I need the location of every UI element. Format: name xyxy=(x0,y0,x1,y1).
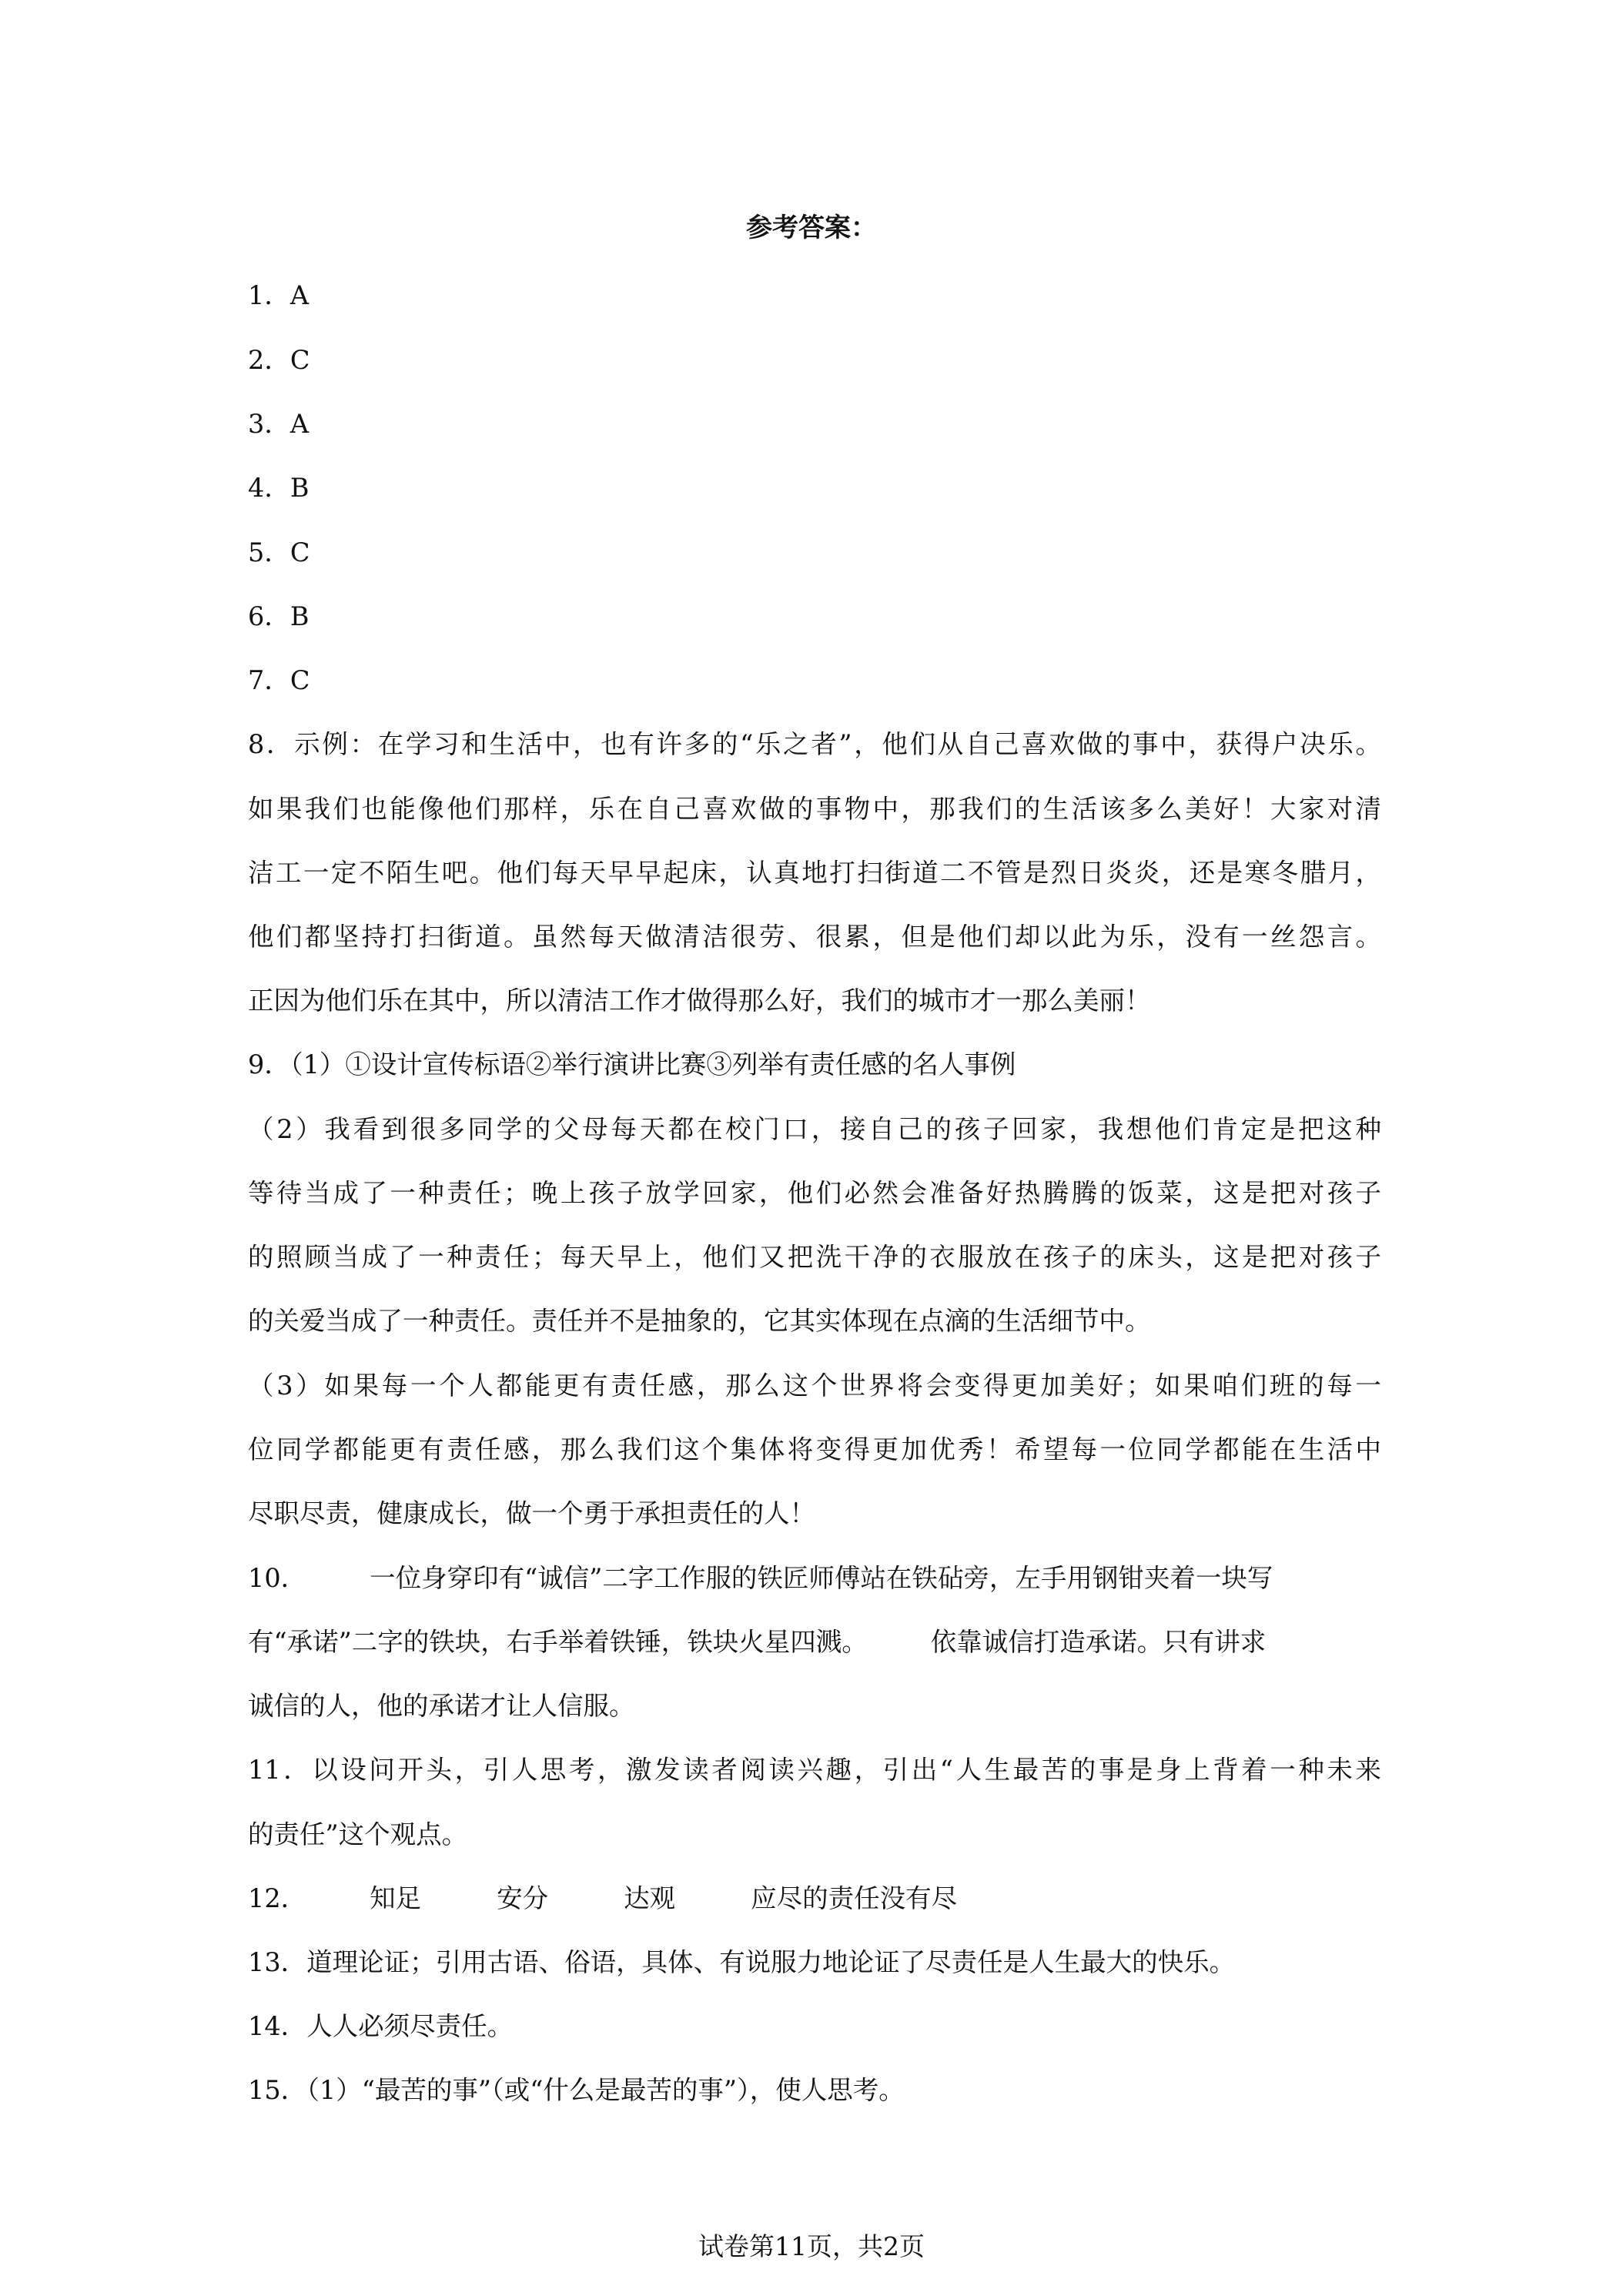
answer-12-number: 12． xyxy=(248,1883,307,1913)
answer-9-part-2-line-4: 的关爱当成了一种责任。责任并不是抽象的，它其实体现在点滴的生活细节中。 xyxy=(248,1306,1151,1336)
answer-10-number: 10． xyxy=(248,1563,307,1593)
answer-12-item: 应尽的责任没有尽 xyxy=(751,1883,958,1913)
answer-5: 5．C xyxy=(248,537,310,567)
answer-10-line-1 xyxy=(248,1563,1273,1594)
answer-12-item: 知足 xyxy=(370,1883,422,1913)
answer-12-item: 达观 xyxy=(624,1883,676,1913)
answer-4: 4．B xyxy=(248,473,310,503)
answer-9-part-3-line-1: （3）如果每一个人都能更有责任感，那么这个世界将会变得更加美好；如果咱们班的每一 xyxy=(248,1371,1381,1401)
answer-8-line-2: 如果我们也能像他们那样，乐在自己喜欢做的事物中，那我们的生活该多么美好！大家对清 xyxy=(248,794,1381,824)
answer-11-line-2: 的责任”这个观点。 xyxy=(248,1819,468,1849)
answer-11-line-1: 11．以设问开头，引人思考，激发读者阅读兴趣，引出“人生最苦的事是身上背着一种未来 xyxy=(248,1755,1381,1785)
answer-15: 15．（1）“最苦的事”（或“什么是最苦的事”），使人思考。 xyxy=(248,2075,905,2105)
answer-8-line-5: 正因为他们乐在其中，所以清洁工作才做得那么好，我们的城市才一那么美丽！ xyxy=(248,986,1151,1016)
answer-12-item: 安分 xyxy=(497,1883,549,1913)
answer-10-line-2 xyxy=(248,1627,1266,1658)
answer-9-part-2-line-1: （2）我看到很多同学的父母每天都在校门口，接自己的孩子回家，我想他们肯定是把这种 xyxy=(248,1114,1381,1144)
answer-10-text-2a: 有“承诺”二字的铁块，右手举着铁锤，铁块火星四溅。 xyxy=(248,1627,868,1657)
answer-12 xyxy=(248,1883,957,1914)
page-footer: 试卷第11页，共2页 xyxy=(698,2231,925,2261)
answer-8-line-3: 洁工一定不陌生吧。他们每天早早起床，认真地打扫街道二不管是烈日炎炎，还是寒冬腊月， xyxy=(248,858,1381,888)
answer-7: 7．C xyxy=(248,665,310,695)
answer-8-line-4: 他们都坚持打扫街道。虽然每天做清洁很劳、很累，但是他们却以此为乐，没有一丝怨言。 xyxy=(248,922,1381,952)
answer-8-line-1: 8．示例：在学习和生活中，也有许多的“乐之者”，他们从自己喜欢做的事中，获得户决乐。 xyxy=(248,729,1381,759)
answer-9-part-2-line-2: 等待当成了一种责任；晚上孩子放学回家，他们必然会准备好热腾腾的饭菜，这是把对孩子 xyxy=(248,1178,1381,1208)
answer-13: 13．道理论证；引用古语、俗语，具体、有说服力地论证了尽责任是人生最大的快乐。 xyxy=(248,1947,1236,1977)
page-title: 参考答案： xyxy=(746,213,877,243)
answer-10-text-2b: 依靠诚信打造承诺。只有讲求 xyxy=(930,1627,1267,1657)
answer-9-part-3-line-3: 尽职尽责，健康成长，做一个勇于承担责任的人！ xyxy=(248,1498,815,1528)
answer-2: 2．C xyxy=(248,345,310,375)
answer-6: 6．B xyxy=(248,601,310,631)
answer-9-part-3-line-2: 位同学都能更有责任感，那么我们这个集体将变得更加优秀！希望每一位同学都能在生活中 xyxy=(248,1434,1381,1464)
answer-3: 3．A xyxy=(248,409,310,439)
answer-10-line-3: 诚信的人，他的承诺才让人信服。 xyxy=(248,1691,635,1721)
answer-14: 14．人人必须尽责任。 xyxy=(248,2011,514,2041)
answer-9-part-2-line-3: 的照顾当成了一种责任；每天早上，他们又把洗干净的衣服放在孩子的床头，这是把对孩子 xyxy=(248,1242,1381,1272)
answer-1: 1．A xyxy=(248,280,310,310)
answer-9-part-1: 9．（1）①设计宣传标语②举行演讲比赛③列举有责任感的名人事例 xyxy=(248,1049,1016,1079)
answer-10-text-1: 一位身穿印有“诚信”二字工作服的铁匠师傅站在铁砧旁，左手用钢钳夹着一块写 xyxy=(370,1563,1273,1593)
